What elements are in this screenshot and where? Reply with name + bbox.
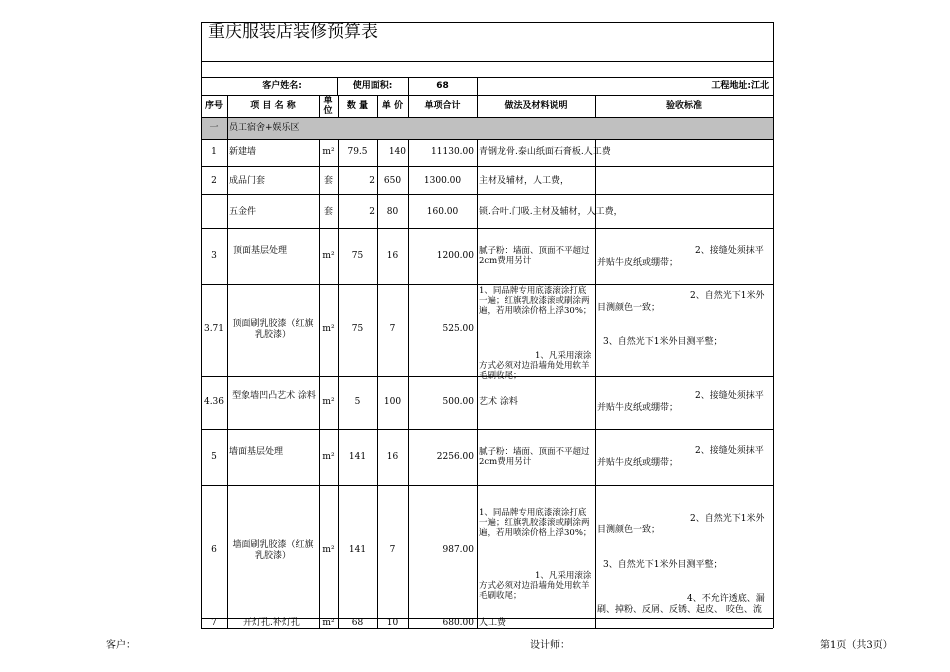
table-row-name: 顶面基层处理 (233, 246, 288, 256)
table-row-qty: 141 (348, 545, 367, 555)
table-row-unit: m² (322, 251, 335, 261)
table-row-unit: m² (322, 147, 335, 157)
table-row-total: 680.00 (442, 618, 474, 628)
table-row-seq: 2 (211, 176, 217, 186)
table-row-unit: m² (322, 324, 335, 334)
header-method: 做法及材料说明 (504, 101, 568, 111)
table-row-name: 开灯孔.补灯孔 (243, 618, 300, 628)
table-row-price: 100 (383, 397, 402, 407)
table-row-total: 1300.00 (423, 176, 462, 186)
table-row-price: 80 (386, 207, 399, 217)
table-row-standard: 2、接缝处须抹平 (695, 246, 764, 256)
table-row-price: 650 (383, 176, 402, 186)
table-row-method: 1、同品牌专用底漆滚涂打底一遍；红旗乳胶漆滚或刷涂两遍，若用喷涂价格上浮30%； (479, 508, 592, 538)
header-total: 单项合计 (424, 101, 461, 111)
page-title: 重庆服装店装修预算表 (208, 22, 378, 42)
table-row-name: 墙面刷乳胶漆（红旗乳胶漆） (232, 540, 314, 561)
table-row-standard: 目测颜色一致； (597, 525, 661, 535)
table-row-unit: m² (322, 397, 335, 407)
table-row-total: 525.00 (442, 324, 474, 334)
address-label: 工程地址:江北 (711, 81, 769, 91)
table-row-standard: 2、自然光下1米外 (690, 291, 765, 301)
footer-customer: 客户： (106, 640, 136, 651)
table-row-qty: 2 (369, 176, 375, 186)
header-price: 单 价 (381, 101, 404, 111)
footer-page-number: 第1页（共3页） (820, 640, 893, 651)
table-row-name: 型象墙凹凸艺术 涂料 (232, 391, 316, 401)
table-row-qty: 75 (351, 251, 364, 261)
table-row-standard: 并贴牛皮纸或绷带； (597, 258, 679, 268)
table-row-qty: 68 (351, 618, 364, 628)
table-row-standard: 2、接缝处须抹平 (695, 391, 764, 401)
table-row-unit: m² (322, 452, 335, 462)
table-row-name: 顶面刷乳胶漆（红旗乳胶漆） (232, 319, 314, 340)
table-row-seq: 6 (211, 545, 217, 555)
table-row-seq: 4.36 (203, 397, 225, 407)
customer-name-label: 客户姓名: (262, 81, 302, 91)
table-row-qty: 5 (354, 397, 361, 407)
table-row-method: 艺术 涂料 (479, 397, 518, 407)
area-value: 68 (436, 81, 449, 91)
table-row-method: 腻子粉：墙面、顶面不平超过2cm费用另计 (479, 447, 590, 467)
table-row-method: 主材及辅材，人工费， (479, 176, 570, 186)
header-seq: 序号 (204, 101, 223, 111)
table-row-total: 987.00 (442, 545, 474, 555)
table-row-qty: 79.5 (347, 147, 368, 157)
footer-designer: 设计师： (530, 640, 570, 651)
table-row-total: 500.00 (442, 397, 474, 407)
table-row-standard: 2、接缝处须抹平 (695, 446, 764, 456)
table-row-method-extra: 1、凡采用滚涂方式必须对边沿墙角处用软羊毛刷收尾； (479, 571, 592, 601)
table-row-standard: 并贴牛皮纸或绷带； (597, 403, 679, 413)
table-row-price: 10 (386, 618, 399, 628)
table-row-name: 五金件 (229, 207, 257, 217)
section-name: 员工宿舍+娱乐区 (229, 123, 300, 133)
table-row-total: 160.00 (426, 207, 459, 217)
table-row-unit: 套 (323, 207, 333, 217)
table-row-method-extra: 1、凡采用滚涂方式必须对边沿墙角处用软羊毛刷收尾； (479, 351, 592, 381)
header-name: 项 目 名 称 (250, 101, 296, 111)
table-row-price: 7 (389, 545, 396, 555)
table-row-seq: 7 (211, 618, 217, 628)
table-row-total: 2256.00 (436, 452, 474, 462)
table-row-total: 11130.00 (431, 147, 474, 157)
table-row-qty: 141 (348, 452, 367, 462)
table-row-standard: 目测颜色一致； (597, 303, 661, 313)
table-row-price: 7 (389, 324, 396, 334)
table-row-method: 锁.合叶.门吸.主材及辅材，人工费， (479, 207, 623, 217)
table-row-standard: 4、不允许透底、漏刷、掉粉、反屑、反锈、起皮、 咬色、流 (597, 594, 765, 615)
table-row-standard: 3、自然光下1米外目测平整； (603, 560, 723, 570)
table-row-price: 16 (386, 452, 399, 462)
table-row-price: 16 (386, 251, 399, 261)
budget-sheet (201, 22, 773, 628)
table-row-unit: m² (322, 545, 335, 555)
header-standard: 验收标准 (665, 101, 702, 111)
table-row-standard: 3、自然光下1米外目测平整； (603, 337, 723, 347)
table-row-unit: m² (322, 618, 335, 628)
table-row-method: 1、同品牌专用底漆滚涂打底一遍；红旗乳胶漆滚或刷涂两遍，若用喷涂价格上浮30%； (479, 286, 592, 316)
area-label: 使用面积: (352, 81, 393, 91)
table-row-seq: 3 (211, 251, 217, 261)
table-row-total: 1200.00 (436, 251, 474, 261)
header-qty: 数 量 (346, 101, 369, 111)
table-row-name: 新建墙 (229, 147, 257, 157)
table-row-seq: 1 (211, 147, 217, 157)
table-row-qty: 2 (369, 207, 375, 217)
table-row-qty: 75 (351, 324, 364, 334)
table-row-standard: 2、自然光下1米外 (690, 514, 765, 524)
table-row-price: 140 (388, 147, 406, 157)
table-row-method: 腻子粉：墙面、顶面不平超过2cm费用另计 (479, 246, 590, 266)
table-row-method: 青钢龙骨.泰山纸面石膏板.人工费 (479, 147, 611, 157)
header-unit: 单位 (323, 96, 333, 116)
section-seq: 一 (209, 123, 219, 133)
table-row-name: 墙面基层处理 (229, 447, 284, 457)
table-row-seq: 3.71 (203, 324, 225, 334)
table-row-name: 成品门套 (229, 176, 266, 186)
table-row-standard: 并贴牛皮纸或绷带； (597, 458, 679, 468)
table-row-method: 人工费 (479, 618, 507, 628)
table-row-unit: 套 (323, 176, 333, 186)
table-row-seq: 5 (211, 452, 217, 462)
